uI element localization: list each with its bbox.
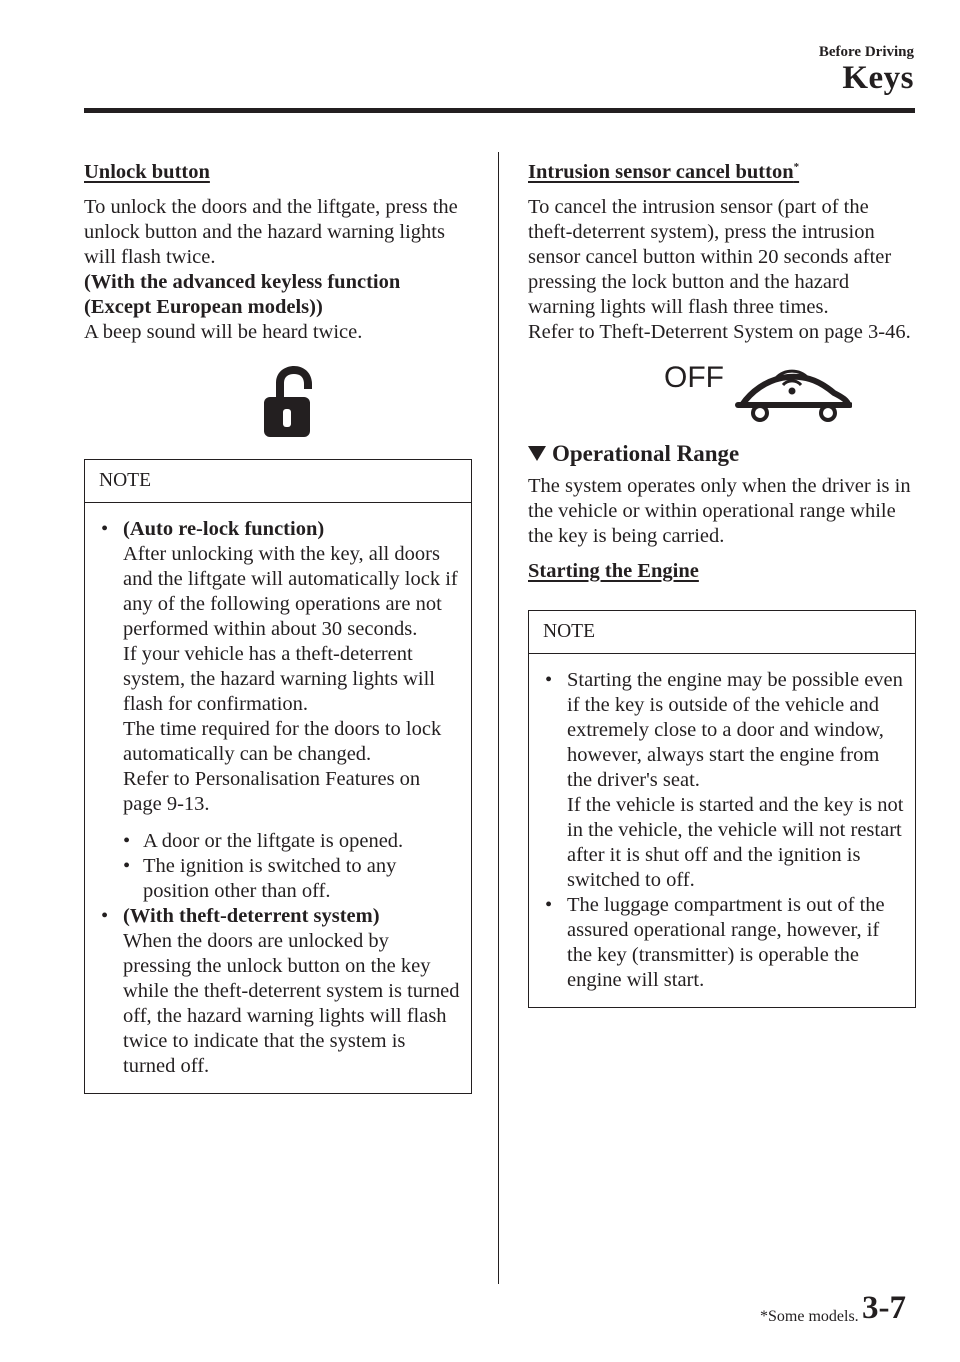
intrusion-text: To cancel the intrusion sensor (part of the theft-deterrent system), press the intrusion sensor cancel button within 20 seconds after pressing the lock button and the hazard warning lights will flash three times.: [528, 196, 892, 318]
page-title: Keys: [842, 60, 914, 96]
note-item: [543, 668, 905, 893]
auto-relock-text: After unlocking with the key, all doors and the liftgate will automatically lock if any of the following operations are not performed within about 30 seconds.: [123, 543, 458, 640]
note-item1-text: Starting the engine may be possible even if the key is outside of the vehicle and extremely close to a door and window, however, always start the engine from the driver's seat.: [567, 669, 903, 791]
note-subitem: • A door or the liftgate is opened.: [123, 830, 404, 852]
bullet-icon: •: [101, 518, 109, 540]
left-column: [84, 160, 472, 1094]
unlock-padlock-icon: [260, 363, 320, 441]
note-item1-text2: If the vehicle is started and the key is not in the vehicle, the vehicle will not restart after it is shut off and the ignition is switched to off.: [567, 794, 904, 891]
unlock-icon-wrap: [84, 363, 472, 441]
time-text: The time required for the doors to lock automatically can be changed.: [123, 718, 442, 765]
bullet-icon: •: [123, 830, 131, 852]
bullet-icon: •: [545, 894, 553, 916]
footnote-mark: *: [793, 161, 800, 174]
theft-system-title: (With theft-deterrent system): [123, 905, 380, 927]
intrusion-refer: Refer to Theft-Deterrent System on page 3-46.: [528, 321, 911, 343]
off-label: OFF: [664, 361, 724, 394]
note-label: NOTE: [529, 611, 915, 654]
column-divider: [498, 152, 499, 1284]
bullet-icon: •: [101, 905, 109, 927]
note-item: [99, 904, 461, 1079]
starting-heading: Starting the Engine: [528, 560, 699, 582]
auto-relock-title: (Auto re-lock function): [123, 518, 325, 540]
unlock-heading: Unlock button: [84, 161, 210, 183]
range-text: The system operates only when the driver is in the vehicle or within operational range while the key is being carried.: [528, 475, 911, 547]
unlock-text: To unlock the doors and the liftgate, press the unlock button and the hazard warning lights will flash twice.: [84, 196, 458, 268]
note-box-left: [84, 459, 472, 1094]
note-box-right: [528, 610, 916, 1008]
footnote: *Some models.: [760, 1308, 859, 1325]
right-column: [528, 160, 916, 1008]
note-body: [85, 503, 471, 1093]
intrusion-icon-wrap: [528, 353, 916, 423]
header-rule: [84, 108, 915, 113]
refer-text: Refer to Personalisation Features on page 9-13.: [123, 768, 421, 815]
theft-confirm-text: If your vehicle has a theft-deterrent system, the hazard warning lights will flash for confirmation.: [123, 643, 435, 715]
note-item: [543, 893, 905, 993]
beep-text: A beep sound will be heard twice.: [84, 321, 363, 343]
theft-system-text: When the doors are unlocked by pressing the unlock button on the key while the theft-deterrent system is turned off, the hazard warning lights will flash twice to indicate that the system is turned off.: [123, 930, 460, 1077]
range-heading: Operational Range: [528, 441, 916, 466]
note-item2-text: The luggage compartment is out of the assured operational range, however, if the key (transmitter) is operable the engine will start.: [567, 894, 885, 991]
note-item: [99, 517, 461, 817]
bullet-icon: •: [545, 669, 553, 691]
page-number: 3-7: [862, 1290, 906, 1326]
keyless-heading: (With the advanced keyless function (Except European models)): [84, 271, 401, 318]
note-body: [529, 654, 915, 1007]
intrusion-sensor-off-icon: [662, 353, 852, 423]
header-section: Before Driving: [818, 44, 914, 60]
note-subitem: • The ignition is switched to any position other than off.: [123, 855, 397, 902]
bullet-icon: •: [123, 855, 131, 877]
triangle-marker-icon: [528, 446, 546, 461]
intrusion-heading: Intrusion sensor cancel button*: [528, 161, 800, 183]
note-label: NOTE: [85, 460, 471, 503]
